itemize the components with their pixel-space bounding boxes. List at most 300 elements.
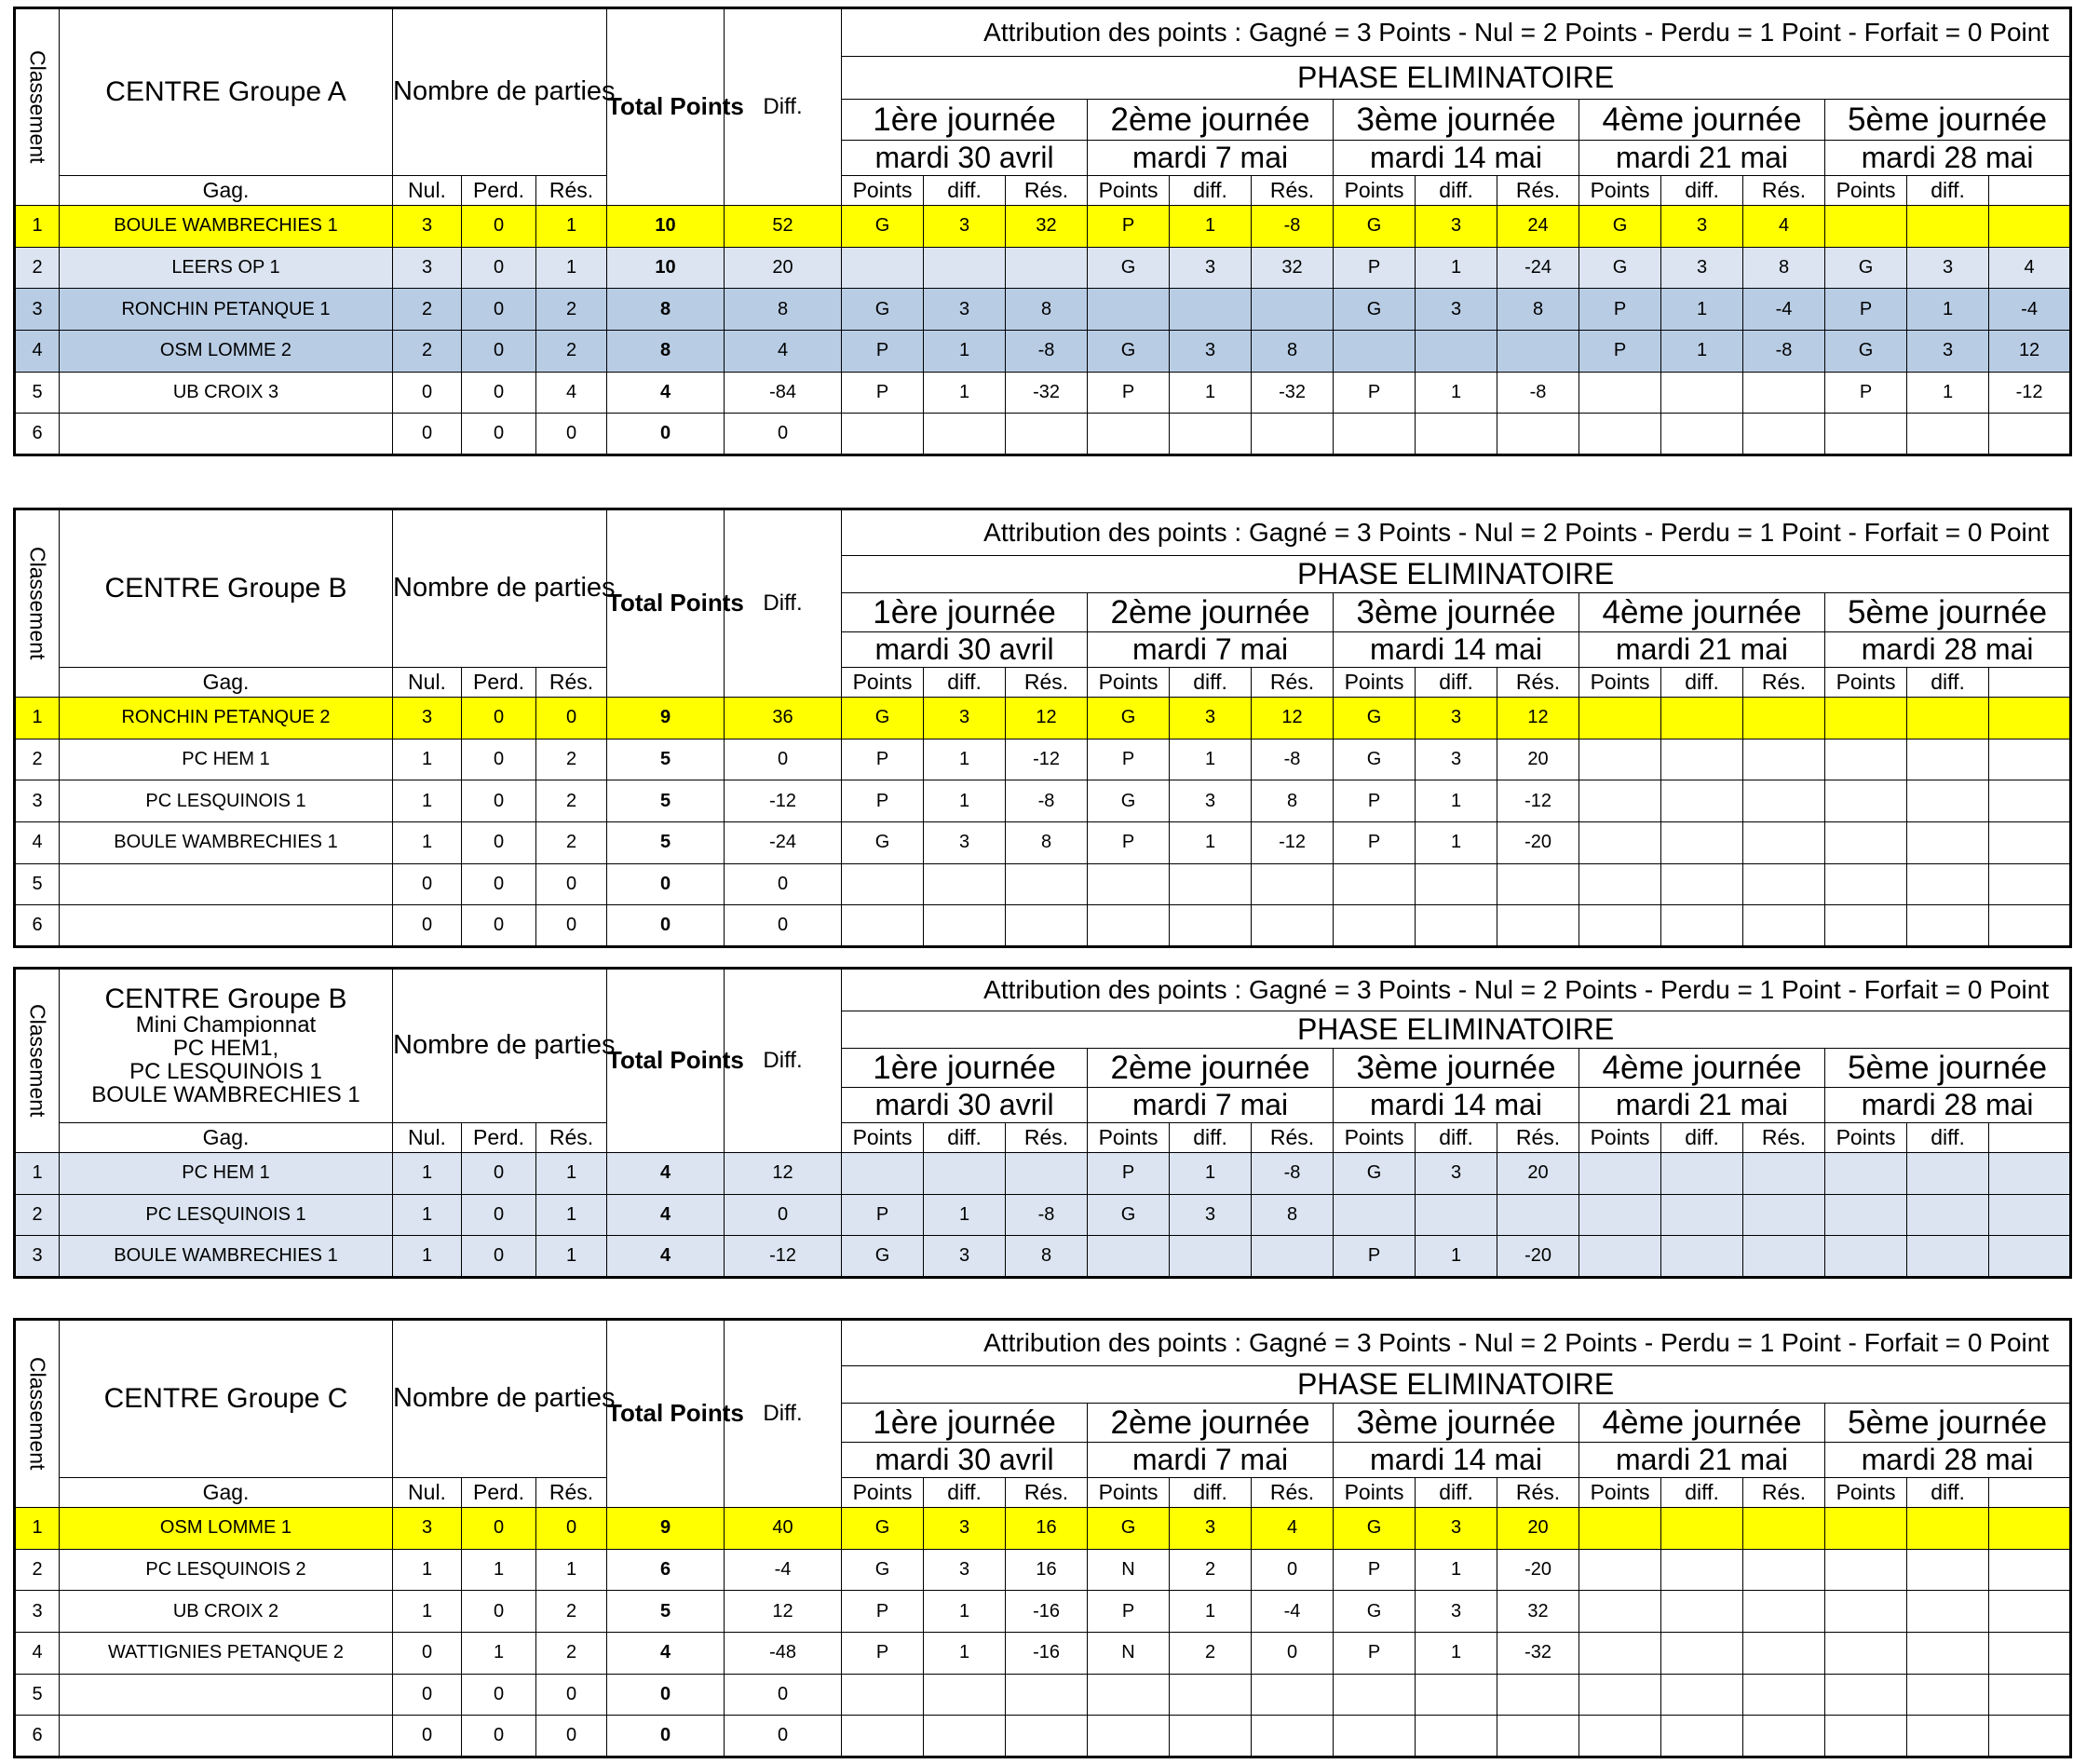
- diff-sub-header: diff.: [1170, 668, 1252, 698]
- points-cell: 3: [1907, 331, 1989, 373]
- diff-sub-header: diff.: [1416, 1123, 1497, 1153]
- perd-cell: 0: [536, 863, 607, 905]
- result-cell: P: [1088, 1591, 1170, 1633]
- total-cell: 6: [607, 1549, 725, 1591]
- match-diff-cell: -20: [1497, 822, 1579, 864]
- nul-cell: 0: [462, 1236, 536, 1278]
- team-row: [15, 1508, 2071, 1550]
- points-cell: 1: [1907, 289, 1989, 331]
- diff-header: Diff.: [725, 509, 842, 698]
- points-cell: 3: [1170, 1194, 1252, 1236]
- match-diff-cell: -12: [1497, 780, 1579, 822]
- points-cell: 1: [1661, 331, 1743, 373]
- journee-label: 2ème journée: [1088, 100, 1334, 141]
- points-cell: [1661, 1236, 1743, 1278]
- team-row: [15, 206, 2071, 248]
- points-header: Points: [1088, 1123, 1170, 1153]
- match-diff-cell: -32: [1497, 1633, 1579, 1675]
- points-cell: [1907, 1153, 1989, 1195]
- total-points-header: Total Points: [607, 1320, 725, 1508]
- diff-sub-header: diff.: [924, 176, 1006, 206]
- points-header: Points: [1825, 1123, 1907, 1153]
- result-cell: [1579, 1549, 1661, 1591]
- points-cell: [1416, 1194, 1497, 1236]
- journee-date: mardi 7 mai: [1088, 1088, 1334, 1123]
- points-cell: [924, 1674, 1006, 1716]
- result-cell: G: [1334, 206, 1416, 248]
- match-diff-cell: [1989, 739, 2071, 780]
- points-cell: 1: [924, 331, 1006, 373]
- points-cell: [1661, 1508, 1743, 1550]
- match-diff-cell: -20: [1497, 1236, 1579, 1278]
- perd-cell: 2: [536, 1633, 607, 1675]
- nul-cell: 0: [462, 822, 536, 864]
- match-diff-cell: 32: [1006, 206, 1088, 248]
- diff-cell: 0: [725, 1194, 842, 1236]
- match-diff-cell: 12: [1989, 331, 2071, 373]
- result-cell: [1825, 739, 1907, 780]
- diff-header: Diff.: [725, 8, 842, 206]
- points-cell: 1: [1170, 1591, 1252, 1633]
- result-cell: [1334, 1716, 1416, 1757]
- result-cell: P: [842, 372, 924, 414]
- diff-sub-header: diff.: [1661, 1123, 1743, 1153]
- points-cell: 1: [1416, 1633, 1497, 1675]
- points-cell: 1: [924, 780, 1006, 822]
- result-cell: G: [1088, 1508, 1170, 1550]
- nul-cell: 0: [462, 289, 536, 331]
- team-row: [15, 372, 2071, 414]
- result-cell: G: [1334, 698, 1416, 740]
- gag-header: Gag.: [60, 1123, 393, 1153]
- match-diff-cell: [1497, 905, 1579, 947]
- rank-cell: 1: [15, 1153, 60, 1195]
- match-diff-cell: -8: [1497, 372, 1579, 414]
- journee-label: 3ème journée: [1334, 1049, 1579, 1088]
- match-diff-cell: -20: [1497, 1549, 1579, 1591]
- points-header: Points: [842, 176, 924, 206]
- result-cell: G: [1334, 1591, 1416, 1633]
- points-cell: [1170, 1674, 1252, 1716]
- match-diff-cell: [1497, 1716, 1579, 1757]
- rank-cell: 5: [15, 863, 60, 905]
- points-cell: [1907, 780, 1989, 822]
- diff-sub-header: diff.: [1170, 176, 1252, 206]
- perd-cell: 0: [536, 1508, 607, 1550]
- match-diff-cell: -24: [1497, 247, 1579, 289]
- rank-cell: 2: [15, 1194, 60, 1236]
- result-cell: [1334, 331, 1416, 373]
- points-cell: [1416, 1674, 1497, 1716]
- result-cell: G: [1088, 247, 1170, 289]
- result-cell: [1334, 1194, 1416, 1236]
- res-header: Rés.: [536, 176, 607, 206]
- perd-cell: 1: [536, 1236, 607, 1278]
- match-diff-cell: [1006, 905, 1088, 947]
- team-row: [15, 1153, 2071, 1195]
- points-cell: [1661, 372, 1743, 414]
- points-header: Points: [1334, 1478, 1416, 1508]
- result-cell: G: [1334, 739, 1416, 780]
- perd-cell: 1: [536, 1194, 607, 1236]
- rank-cell: 1: [15, 206, 60, 248]
- res-header: Rés.: [536, 1478, 607, 1508]
- points-cell: [1416, 1716, 1497, 1757]
- result-cell: G: [1825, 247, 1907, 289]
- points-cell: [1907, 1716, 1989, 1757]
- match-diff-cell: 32: [1497, 1591, 1579, 1633]
- diff-cell: -12: [725, 780, 842, 822]
- rank-cell: 6: [15, 414, 60, 455]
- journee-date: mardi 7 mai: [1088, 1443, 1334, 1478]
- classement-header: Classement: [15, 969, 60, 1153]
- team-row: [15, 739, 2071, 780]
- journee-date: mardi 30 avril: [842, 1088, 1088, 1123]
- match-diff-cell: -8: [1006, 1194, 1088, 1236]
- points-cell: [1661, 414, 1743, 455]
- team-name: OSM LOMME 1: [60, 1508, 393, 1550]
- match-diff-cell: 8: [1497, 289, 1579, 331]
- result-cell: P: [1579, 331, 1661, 373]
- res-header: Rés.: [1006, 1123, 1088, 1153]
- result-cell: P: [842, 1633, 924, 1675]
- points-cell: 2: [1170, 1549, 1252, 1591]
- nul-cell: 0: [462, 247, 536, 289]
- result-cell: G: [1825, 331, 1907, 373]
- result-cell: G: [842, 1549, 924, 1591]
- points-header: Points: [1334, 176, 1416, 206]
- group-title: [60, 8, 393, 176]
- group-table: [13, 1318, 2072, 1758]
- team-row: [15, 414, 2071, 455]
- match-diff-cell: [1989, 1236, 2071, 1278]
- res-header: Rés.: [1743, 668, 1825, 698]
- result-cell: G: [1579, 247, 1661, 289]
- gag-cell: 2: [393, 289, 462, 331]
- journee-label: 2ème journée: [1088, 1404, 1334, 1443]
- match-diff-cell: 0: [1252, 1549, 1334, 1591]
- nul-cell: 0: [462, 1194, 536, 1236]
- points-cell: 1: [924, 739, 1006, 780]
- header-row-sub: [15, 1478, 2071, 1508]
- match-diff-cell: [1743, 739, 1825, 780]
- journee-date: mardi 30 avril: [842, 632, 1088, 668]
- diff-header: Diff.: [725, 1320, 842, 1508]
- gag-cell: 1: [393, 1236, 462, 1278]
- total-cell: 5: [607, 1591, 725, 1633]
- perd-cell: 0: [536, 1716, 607, 1757]
- points-cell: 3: [1170, 1508, 1252, 1550]
- nul-cell: 0: [462, 1591, 536, 1633]
- gag-cell: 1: [393, 822, 462, 864]
- points-header: Points: [1579, 176, 1661, 206]
- res-header: Rés.: [1252, 176, 1334, 206]
- result-cell: P: [1825, 289, 1907, 331]
- result-cell: [1825, 822, 1907, 864]
- nul-header: Nul.: [393, 668, 462, 698]
- res-header: Rés.: [536, 668, 607, 698]
- header-row-attribution: [15, 8, 2071, 57]
- group-title: [60, 509, 393, 668]
- match-diff-cell: -8: [1006, 331, 1088, 373]
- result-cell: G: [1088, 698, 1170, 740]
- match-diff-cell: [1989, 1153, 2071, 1195]
- team-row: [15, 1236, 2071, 1278]
- match-diff-cell: -12: [1989, 372, 2071, 414]
- match-diff-cell: [1006, 1674, 1088, 1716]
- match-diff-cell: -8: [1252, 739, 1334, 780]
- result-cell: [1825, 1549, 1907, 1591]
- rank-cell: 3: [15, 1236, 60, 1278]
- classement-header: Classement: [15, 1320, 60, 1508]
- phase-title: PHASE ELIMINATOIRE: [842, 1011, 2071, 1049]
- team-row: [15, 1591, 2071, 1633]
- group-title-main: CENTRE Groupe B: [104, 984, 347, 1014]
- journee-label: 1ère journée: [842, 1049, 1088, 1088]
- rank-cell: 5: [15, 1674, 60, 1716]
- journee-date: mardi 21 mai: [1579, 141, 1825, 176]
- team-row: [15, 331, 2071, 373]
- match-diff-cell: [1743, 1194, 1825, 1236]
- group-table: [13, 7, 2072, 456]
- points-cell: [1661, 1153, 1743, 1195]
- nul-header: Nul.: [393, 1478, 462, 1508]
- perd-cell: 0: [536, 698, 607, 740]
- points-cell: [924, 863, 1006, 905]
- team-name: UB CROIX 3: [60, 372, 393, 414]
- points-cell: 2: [1170, 1633, 1252, 1675]
- match-diff-cell: [1252, 1674, 1334, 1716]
- points-cell: 1: [1416, 780, 1497, 822]
- res-header: Rés.: [1252, 1123, 1334, 1153]
- nul-cell: 0: [462, 414, 536, 455]
- rank-cell: 4: [15, 331, 60, 373]
- match-diff-cell: 0: [1252, 1633, 1334, 1675]
- result-cell: [1088, 289, 1170, 331]
- match-diff-cell: [1743, 1236, 1825, 1278]
- match-diff-cell: [1743, 1549, 1825, 1591]
- rank-cell: 1: [15, 1508, 60, 1550]
- points-cell: 3: [1661, 247, 1743, 289]
- points-cell: 3: [1170, 331, 1252, 373]
- points-cell: [1661, 822, 1743, 864]
- gag-header: Gag.: [60, 1478, 393, 1508]
- gag-cell: 0: [393, 863, 462, 905]
- result-cell: [1334, 1674, 1416, 1716]
- team-name: RONCHIN PETANQUE 2: [60, 698, 393, 740]
- points-cell: 1: [1907, 372, 1989, 414]
- points-cell: [1416, 863, 1497, 905]
- match-diff-cell: [1989, 1633, 2071, 1675]
- points-cell: [1907, 698, 1989, 740]
- header-row-sub: [15, 176, 2071, 206]
- points-cell: 3: [1416, 1153, 1497, 1195]
- points-cell: [1907, 905, 1989, 947]
- gag-cell: 3: [393, 1508, 462, 1550]
- points-cell: 3: [1170, 780, 1252, 822]
- gag-cell: 1: [393, 1549, 462, 1591]
- points-cell: [924, 1716, 1006, 1757]
- diff-sub-header: diff.: [1907, 668, 1989, 698]
- perd-cell: 1: [536, 206, 607, 248]
- points-header: Points: [1579, 668, 1661, 698]
- group-title-main: CENTRE Groupe C: [103, 1383, 348, 1414]
- team-name: OSM LOMME 2: [60, 331, 393, 373]
- diff-sub-header: diff.: [1661, 668, 1743, 698]
- points-cell: [1907, 1674, 1989, 1716]
- result-cell: P: [1579, 289, 1661, 331]
- result-cell: [1334, 414, 1416, 455]
- total-cell: 0: [607, 905, 725, 947]
- team-row: [15, 698, 2071, 740]
- nul-cell: 0: [462, 863, 536, 905]
- team-row: [15, 905, 2071, 947]
- match-diff-cell: [1743, 1633, 1825, 1675]
- result-cell: [1825, 206, 1907, 248]
- diff-cell: 20: [725, 247, 842, 289]
- result-cell: [1579, 698, 1661, 740]
- result-cell: G: [842, 1236, 924, 1278]
- nombre-parties-header: Nombre de parties: [393, 8, 607, 176]
- match-diff-cell: [1989, 1591, 2071, 1633]
- match-diff-cell: [1743, 698, 1825, 740]
- diff-cell: 0: [725, 414, 842, 455]
- match-diff-cell: [1989, 1508, 2071, 1550]
- match-diff-cell: [1989, 1549, 2071, 1591]
- points-header: Points: [1825, 1478, 1907, 1508]
- journee-label: 1ère journée: [842, 100, 1088, 141]
- result-cell: [1088, 1236, 1170, 1278]
- res-header: Rés.: [1743, 1478, 1825, 1508]
- group-title-main: CENTRE Groupe B: [104, 573, 347, 604]
- result-cell: N: [1088, 1633, 1170, 1675]
- result-cell: [1825, 1674, 1907, 1716]
- result-cell: P: [1088, 739, 1170, 780]
- total-cell: 9: [607, 698, 725, 740]
- match-diff-cell: [1743, 863, 1825, 905]
- points-cell: 3: [924, 822, 1006, 864]
- result-cell: G: [1334, 1153, 1416, 1195]
- perd-cell: 2: [536, 822, 607, 864]
- points-cell: 1: [1416, 1549, 1497, 1591]
- match-diff-cell: 8: [1252, 1194, 1334, 1236]
- team-name: [60, 905, 393, 947]
- journee-date: mardi 14 mai: [1334, 632, 1579, 668]
- match-diff-cell: -4: [1252, 1591, 1334, 1633]
- points-header: Points: [1825, 176, 1907, 206]
- nul-header: Nul.: [393, 1123, 462, 1153]
- points-cell: [1416, 414, 1497, 455]
- total-cell: 4: [607, 1194, 725, 1236]
- journee-label: 2ème journée: [1088, 1049, 1334, 1088]
- match-diff-cell: [1006, 863, 1088, 905]
- result-cell: [1579, 905, 1661, 947]
- result-cell: [1579, 780, 1661, 822]
- diff-sub-header: diff.: [1170, 1478, 1252, 1508]
- rank-cell: 6: [15, 905, 60, 947]
- match-diff-cell: 16: [1006, 1549, 1088, 1591]
- res-header: Rés.: [536, 1123, 607, 1153]
- total-cell: 0: [607, 1716, 725, 1757]
- gag-cell: 1: [393, 1194, 462, 1236]
- res-header: Rés.: [1497, 176, 1579, 206]
- team-name: PC LESQUINOIS 1: [60, 780, 393, 822]
- team-row: [15, 247, 2071, 289]
- total-cell: 5: [607, 739, 725, 780]
- points-cell: [1661, 1716, 1743, 1757]
- diff-cell: 0: [725, 739, 842, 780]
- result-cell: G: [1088, 1194, 1170, 1236]
- points-cell: [1661, 905, 1743, 947]
- diff-cell: 4: [725, 331, 842, 373]
- journee-label: 3ème journée: [1334, 1404, 1579, 1443]
- diff-cell: 8: [725, 289, 842, 331]
- result-cell: P: [1825, 372, 1907, 414]
- phase-title: PHASE ELIMINATOIRE: [842, 556, 2071, 593]
- match-diff-cell: [1497, 1674, 1579, 1716]
- match-diff-cell: -16: [1006, 1591, 1088, 1633]
- points-cell: 1: [1170, 739, 1252, 780]
- gag-header: Gag.: [60, 176, 393, 206]
- match-diff-cell: 4: [1252, 1508, 1334, 1550]
- points-cell: [1907, 1549, 1989, 1591]
- match-diff-cell: [1497, 414, 1579, 455]
- team-row: [15, 1549, 2071, 1591]
- journee-date: mardi 28 mai: [1825, 1443, 2071, 1478]
- result-cell: [1579, 739, 1661, 780]
- points-cell: 3: [1416, 698, 1497, 740]
- perd-cell: 4: [536, 372, 607, 414]
- journee-label: 3ème journée: [1334, 593, 1579, 632]
- points-cell: [1661, 1194, 1743, 1236]
- team-name: UB CROIX 2: [60, 1591, 393, 1633]
- total-cell: 0: [607, 863, 725, 905]
- diff-cell: -24: [725, 822, 842, 864]
- rank-cell: 5: [15, 372, 60, 414]
- match-diff-cell: 12: [1006, 698, 1088, 740]
- match-diff-cell: [1252, 1236, 1334, 1278]
- perd-cell: 1: [536, 1549, 607, 1591]
- points-header: Points: [1088, 668, 1170, 698]
- points-cell: 1: [924, 1591, 1006, 1633]
- team-name: LEERS OP 1: [60, 247, 393, 289]
- points-cell: 3: [1416, 1591, 1497, 1633]
- points-cell: 1: [1416, 1236, 1497, 1278]
- result-cell: G: [842, 698, 924, 740]
- nombre-parties-header: Nombre de parties: [393, 1320, 607, 1478]
- diff-cell: -12: [725, 1236, 842, 1278]
- points-cell: 1: [1416, 247, 1497, 289]
- diff-cell: 0: [725, 1674, 842, 1716]
- result-cell: P: [1088, 372, 1170, 414]
- match-diff-cell: 8: [1252, 780, 1334, 822]
- match-diff-cell: 20: [1497, 1153, 1579, 1195]
- points-cell: 3: [1416, 289, 1497, 331]
- team-name: PC LESQUINOIS 2: [60, 1549, 393, 1591]
- team-name: BOULE WAMBRECHIES 1: [60, 822, 393, 864]
- gag-cell: 0: [393, 372, 462, 414]
- points-cell: 3: [1170, 247, 1252, 289]
- journee-date: mardi 14 mai: [1334, 1088, 1579, 1123]
- nul-cell: 0: [462, 905, 536, 947]
- team-name: [60, 863, 393, 905]
- diff-sub-header: diff.: [1416, 1478, 1497, 1508]
- rank-cell: 2: [15, 1549, 60, 1591]
- gag-cell: 0: [393, 905, 462, 947]
- result-cell: [842, 1153, 924, 1195]
- points-cell: 3: [924, 698, 1006, 740]
- rank-cell: 2: [15, 739, 60, 780]
